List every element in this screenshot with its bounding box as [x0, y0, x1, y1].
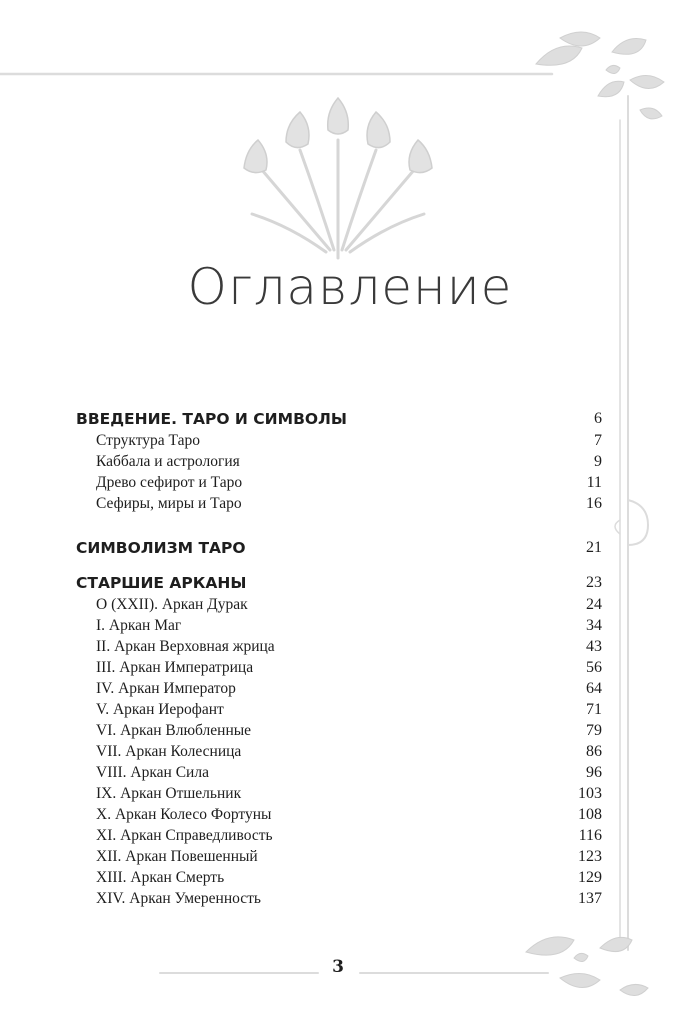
toc-section-heading — [76, 539, 602, 561]
fan-tulip-ornament-icon — [252, 140, 424, 258]
toc-entry-page: 129 — [578, 869, 602, 886]
toc-entry-title: XI. Аркан Справедливость — [96, 827, 273, 844]
toc-entry-title: Структура Таро — [96, 432, 201, 449]
toc-entry-title: Каббала и астрология — [96, 453, 240, 470]
toc-entry-title: II. Аркан Верховная жрица — [96, 638, 275, 655]
toc-entry-page: 123 — [578, 848, 602, 865]
toc-entry-title: Сефиры, миры и Таро — [96, 495, 242, 512]
page-number: 3 — [332, 957, 344, 977]
right-vine-curl — [628, 500, 648, 545]
toc-entry — [76, 495, 602, 517]
toc-entry-title: СТАРШИЕ АРКАНЫ — [76, 574, 247, 592]
toc-entry — [76, 785, 602, 807]
toc-entry-page: 43 — [586, 638, 602, 655]
toc-entry-page: 21 — [586, 539, 602, 556]
toc-entry — [76, 848, 602, 870]
corner-flower-top-icon — [536, 32, 664, 119]
toc-entry-title: X. Аркан Колесо Фортуны — [96, 806, 272, 823]
toc-entry-page: 79 — [586, 722, 602, 739]
toc-entry — [76, 474, 602, 496]
toc-entry — [76, 764, 602, 786]
toc-entry-page: 11 — [586, 474, 602, 491]
toc-entry — [76, 596, 602, 618]
toc-entry — [76, 453, 602, 475]
toc-entry-title: I. Аркан Маг — [96, 617, 182, 634]
toc-entry-page: 24 — [586, 596, 602, 613]
toc-entry-title: VIII. Аркан Сила — [96, 764, 209, 781]
toc-entry-title: V. Аркан Иерофант — [96, 701, 224, 718]
toc-entry — [76, 869, 602, 891]
toc-entry — [76, 722, 602, 744]
toc-entry-page: 103 — [578, 785, 602, 802]
toc-entry-title: СИМВОЛИЗМ ТАРО — [76, 539, 246, 557]
toc-entry-page: 9 — [594, 453, 602, 470]
toc-entry-title: IX. Аркан Отшельник — [96, 785, 242, 802]
toc-entry — [76, 638, 602, 660]
toc-entry — [76, 680, 602, 702]
toc-entry — [76, 701, 602, 723]
toc-entry-title: XIV. Аркан Умеренность — [96, 890, 261, 907]
page-title: Оглавление — [187, 258, 513, 316]
toc-section-heading — [76, 410, 602, 432]
toc-entry — [76, 827, 602, 849]
toc-entry-page: 86 — [586, 743, 602, 760]
toc-entry-page: 56 — [586, 659, 602, 676]
toc-entry-title: XII. Аркан Повешенный — [96, 848, 258, 865]
toc-entry-page: 71 — [586, 701, 602, 718]
toc-entry-page: 6 — [594, 410, 602, 427]
toc-entry-page: 64 — [586, 680, 602, 697]
toc-entry — [76, 659, 602, 681]
toc-section-heading — [76, 574, 602, 596]
toc-entry-page: 116 — [578, 827, 602, 844]
toc-entry — [76, 890, 602, 912]
toc-entry-title: ВВЕДЕНИЕ. ТАРО И СИМВОЛЫ — [76, 410, 347, 428]
toc-entry-page: 96 — [586, 764, 602, 781]
toc-entry-page: 23 — [586, 574, 602, 591]
toc-entry-title: Древо сефирот и Таро — [96, 474, 243, 491]
toc-entry — [76, 432, 602, 454]
toc-entry-title: VII. Аркан Колесница — [96, 743, 242, 760]
toc-entry-page: 16 — [586, 495, 602, 512]
toc-entry-title: VI. Аркан Влюбленные — [96, 722, 252, 739]
toc-entry — [76, 743, 602, 765]
toc-entry-title: III. Аркан Императрица — [96, 659, 254, 676]
toc-entry-page: 34 — [586, 617, 602, 634]
toc-entry — [76, 806, 602, 828]
toc-entry-title: О (XXII). Аркан Дурак — [96, 596, 248, 613]
toc-entry-page: 108 — [578, 806, 602, 823]
toc-entry-title: XIII. Аркан Смерть — [96, 869, 225, 886]
toc-entry-title: IV. Аркан Император — [96, 680, 236, 697]
toc-entry-page: 137 — [578, 890, 602, 907]
toc-entry-page: 7 — [594, 432, 602, 449]
toc-entry — [76, 617, 602, 639]
